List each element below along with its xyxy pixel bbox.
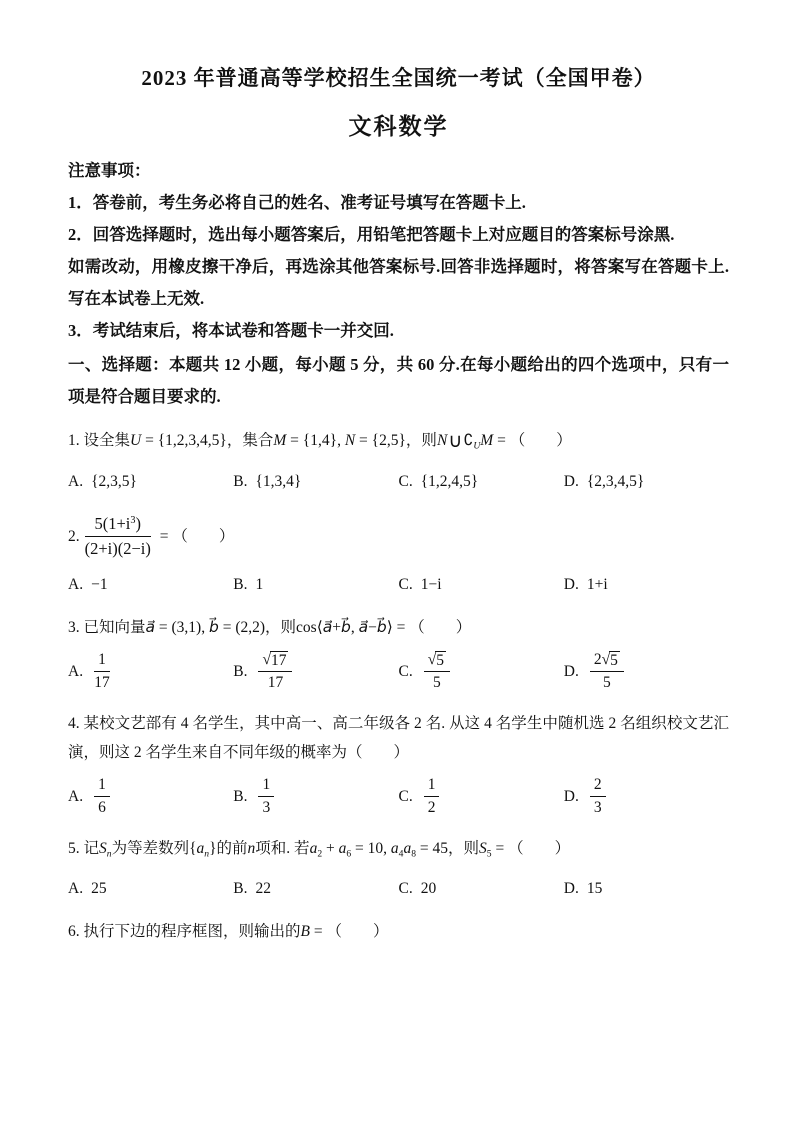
- math-run: 1: [262, 775, 271, 793]
- option-value: [421, 648, 453, 696]
- option-value: [91, 773, 113, 821]
- math-run: {1,2,4,5}: [420, 472, 479, 490]
- math-run: 1: [255, 576, 264, 594]
- question-stem-row: [68, 613, 729, 642]
- math-run: 3. 已知向量: [68, 618, 146, 636]
- radicand: [270, 651, 289, 670]
- math-run: 1. 设全集: [68, 432, 131, 449]
- option-c: [399, 570, 564, 600]
- math-run: ∁: [463, 432, 474, 449]
- options-row: [68, 773, 729, 821]
- math-run: ): [135, 514, 141, 534]
- math-run: 17: [94, 673, 110, 691]
- math-run: a: [338, 839, 347, 857]
- math-run: 5: [610, 651, 618, 669]
- math-run: 5. 记: [68, 839, 100, 857]
- math-run: 25: [91, 880, 107, 898]
- radical-sign: √: [262, 650, 271, 668]
- math-run: a: [309, 839, 318, 857]
- math-run: −1: [91, 576, 108, 594]
- math-run: 2: [593, 775, 602, 793]
- math-run: {1,3,4}: [255, 472, 302, 490]
- math-run: 6: [346, 847, 352, 859]
- option-value: [91, 570, 108, 599]
- fraction: [85, 513, 151, 560]
- fraction: [94, 650, 110, 694]
- option-label: D.: [563, 880, 579, 898]
- math-run: = 45: [416, 839, 448, 857]
- fraction-denominator: [85, 537, 151, 560]
- math-run: a⃗: [358, 618, 369, 636]
- radicand: [435, 651, 446, 670]
- math-run: （ ）: [326, 922, 389, 940]
- math-run: 3: [262, 798, 271, 816]
- math-run: 2: [427, 798, 436, 816]
- math-run: B: [300, 922, 310, 940]
- fraction: [590, 775, 606, 819]
- fraction-numerator: [94, 650, 110, 672]
- math-run: 3: [593, 798, 602, 816]
- fraction-denominator: [424, 672, 450, 694]
- math-run: =: [493, 432, 510, 449]
- math-run: 6: [98, 798, 106, 816]
- math-run: (2,2): [235, 618, 266, 636]
- option-c: [399, 466, 564, 496]
- math-run: 8: [411, 847, 416, 859]
- question-stem: [68, 429, 572, 453]
- math-run: 6. 执行下边的程序框图，则输出的: [68, 922, 301, 940]
- math-run: 5: [486, 847, 492, 859]
- fraction-denominator: [258, 797, 274, 819]
- math-run: ，则: [265, 618, 297, 636]
- math-run: M: [273, 432, 287, 449]
- option-value: [255, 874, 271, 903]
- math-run: 17: [267, 673, 284, 691]
- option-d: [564, 874, 729, 904]
- fraction: [424, 650, 450, 694]
- option-label: C.: [398, 576, 413, 594]
- option-label: A.: [68, 880, 84, 898]
- fraction-denominator: [94, 672, 110, 694]
- option-label: B.: [233, 880, 248, 898]
- option-value: [421, 570, 442, 599]
- math-run: 1: [98, 775, 106, 793]
- math-run: 22: [255, 880, 271, 898]
- math-run: ⟩: [386, 618, 393, 636]
- option-c: [399, 874, 564, 904]
- section-heading: 一、选择题：本题共 12 小题，每小题 5 分，共 60 分.在每小题给出的四个选项中，只有一项是符合题目要求的.: [68, 355, 729, 406]
- math-run: 的前: [216, 839, 248, 857]
- option-b: [233, 466, 398, 496]
- notice-heading: 注意事项：: [68, 161, 151, 180]
- fraction-numerator: [85, 513, 151, 536]
- math-run: 17: [270, 651, 287, 669]
- radicand: [609, 651, 620, 670]
- math-run: 1: [98, 650, 106, 668]
- math-run: ,: [201, 618, 209, 636]
- math-run: 1−i: [420, 576, 442, 594]
- math-run: =: [141, 432, 158, 449]
- math-run: {1,2,3,4,5}: [157, 432, 227, 449]
- option-label: A.: [68, 788, 84, 806]
- option-label: C.: [398, 880, 413, 898]
- option-value: [587, 874, 603, 903]
- option-value: [91, 467, 137, 496]
- fraction-numerator: [258, 775, 274, 797]
- math-run: 4. 某校文艺部有 4 名学生，其中高一、高二年级各 2 名. 从这 4 名学生中随机选 2 名组织校文艺汇演，则这 2 名学生来自不同年级的概率为（ ）: [68, 714, 729, 761]
- math-run: U: [473, 440, 481, 452]
- option-value: [587, 773, 609, 821]
- option-label: C.: [398, 472, 413, 490]
- math-run: 3: [130, 515, 136, 527]
- option-label: B.: [233, 576, 248, 594]
- math-run: +: [322, 839, 339, 857]
- option-c: [399, 648, 564, 696]
- option-label: D.: [563, 472, 579, 490]
- question-5: [68, 834, 729, 904]
- math-run: (2+i)(2−i): [84, 538, 151, 558]
- fraction: [590, 650, 624, 694]
- question-4: [68, 709, 729, 821]
- math-run: cos: [296, 618, 317, 636]
- option-label: D.: [563, 576, 579, 594]
- math-run: =: [392, 618, 410, 636]
- math-run: n: [247, 839, 256, 857]
- fraction-denominator: [590, 797, 606, 819]
- math-run: （ ）: [508, 839, 571, 857]
- fraction-denominator: [94, 797, 110, 819]
- math-run: {2,3,4,5}: [586, 472, 645, 490]
- option-d: [564, 648, 729, 696]
- option-label: A.: [68, 663, 84, 681]
- math-run: 5: [432, 673, 441, 691]
- square-root: [428, 651, 446, 670]
- question-1: [68, 426, 729, 496]
- options-row: [68, 648, 729, 696]
- option-label: A.: [68, 472, 84, 490]
- option-value: [421, 874, 437, 903]
- question-stem-row: [68, 509, 729, 564]
- option-value: [587, 648, 627, 696]
- math-run: a⃗: [145, 618, 156, 636]
- math-run: 4: [398, 847, 404, 859]
- math-run: b⃗: [208, 618, 219, 636]
- option-label: C.: [398, 663, 413, 681]
- option-label: C.: [398, 788, 413, 806]
- math-run: a: [390, 839, 399, 857]
- question-stem: [68, 509, 234, 564]
- math-run: =: [309, 922, 327, 940]
- option-value: [421, 773, 443, 821]
- fraction-numerator: [424, 775, 440, 797]
- option-value: [587, 570, 608, 599]
- question-stem: [68, 923, 389, 940]
- fraction: [258, 775, 274, 819]
- radical-sign: √: [427, 650, 437, 668]
- math-run: ⟨: [316, 618, 323, 636]
- notice-line-2: 2．回答选择题时，选出每小题答案后，用铅笔把答题卡上对应题目的答案标号涂黑.: [68, 225, 675, 244]
- math-run: = 10,: [351, 839, 391, 857]
- math-run: 2: [593, 650, 602, 668]
- math-run: −: [368, 618, 377, 636]
- math-run: 5(1+i: [94, 514, 131, 534]
- option-value: [255, 467, 301, 496]
- math-run: ,: [337, 432, 345, 449]
- math-run: ∪: [448, 429, 463, 453]
- option-value: [91, 648, 113, 696]
- notice-line-4: 3．考试结束后，将本试卷和答题卡一并交回.: [68, 321, 394, 340]
- math-run: =: [155, 528, 173, 546]
- option-value: [255, 570, 263, 599]
- notice-line-3: 如需改动，用橡皮擦干净后，再选涂其他答案标号.回答非选择题时，将答案写在答题卡上.写在本试卷上无效.: [68, 257, 729, 308]
- math-run: 20: [420, 880, 437, 898]
- question-3: [68, 613, 729, 696]
- option-b: [233, 773, 398, 821]
- radical-sign: √: [601, 650, 611, 668]
- option-label: B.: [233, 663, 248, 681]
- option-b: [233, 648, 398, 696]
- math-run: (3,1): [171, 618, 202, 636]
- option-value: [587, 467, 645, 496]
- options-row: [68, 466, 729, 496]
- fraction: [258, 650, 292, 694]
- option-b: [233, 874, 398, 904]
- notice-section: [68, 155, 729, 347]
- math-run: a: [403, 839, 412, 857]
- math-run: ,: [350, 618, 359, 636]
- square-root: [262, 651, 288, 670]
- question-stem-row: [68, 426, 729, 460]
- page-title: 2023 年普通高等学校招生全国统一考试（全国甲卷）: [141, 66, 656, 90]
- question-stem-row: [68, 709, 729, 767]
- math-run: }: [209, 839, 217, 857]
- page-subtitle: 文科数学: [348, 114, 449, 139]
- math-run: =: [491, 839, 509, 857]
- questions-list: [68, 426, 729, 946]
- math-run: ，则: [405, 432, 437, 449]
- question-stem: [68, 619, 471, 636]
- math-run: b⃗: [341, 618, 351, 636]
- math-run: {2,3,5}: [91, 472, 137, 490]
- math-run: {1,4}: [302, 432, 338, 449]
- square-root: [602, 651, 620, 670]
- question-stem-row: [68, 917, 729, 946]
- option-a: [68, 773, 233, 821]
- fraction: [94, 775, 110, 819]
- math-run: {: [189, 839, 197, 857]
- question-6: [68, 917, 729, 946]
- math-run: （ ）: [409, 618, 472, 636]
- math-run: 2: [317, 847, 323, 859]
- question-stem: [68, 840, 570, 857]
- math-run: =: [155, 618, 172, 636]
- option-a: [68, 874, 233, 904]
- math-run: （ ）: [509, 432, 572, 449]
- option-label: B.: [233, 472, 248, 490]
- math-run: ，集合: [226, 432, 274, 449]
- question-stem-row: [68, 834, 729, 868]
- math-run: 15: [586, 880, 603, 898]
- math-run: 1+i: [586, 576, 608, 594]
- math-run: （ ）: [172, 528, 235, 546]
- math-run: +: [332, 618, 342, 636]
- option-c: [399, 773, 564, 821]
- math-run: a⃗: [322, 618, 333, 636]
- math-run: 为等差数列: [111, 839, 190, 857]
- fraction-numerator: [258, 650, 292, 672]
- fraction: [424, 775, 440, 819]
- fraction-denominator: [424, 797, 440, 819]
- math-run: 5: [436, 651, 444, 669]
- option-d: [564, 570, 729, 600]
- math-run: =: [218, 618, 236, 636]
- math-run: n: [204, 847, 210, 859]
- math-run: 5: [602, 673, 611, 691]
- math-run: n: [106, 847, 112, 859]
- option-a: [68, 570, 233, 600]
- option-a: [68, 648, 233, 696]
- fraction-denominator: [258, 672, 292, 694]
- question-stem: [68, 715, 729, 761]
- math-run: N: [436, 432, 448, 449]
- fraction-numerator: [590, 650, 624, 672]
- option-label: A.: [68, 576, 84, 594]
- math-run: U: [130, 432, 142, 449]
- option-label: D.: [563, 663, 579, 681]
- option-value: [421, 467, 479, 496]
- fraction-denominator: [590, 672, 624, 694]
- math-run: S: [479, 839, 487, 857]
- options-row: [68, 874, 729, 904]
- option-value: [255, 773, 277, 821]
- math-run: a: [196, 839, 205, 857]
- option-d: [564, 773, 729, 821]
- math-run: b⃗: [376, 618, 387, 636]
- math-run: =: [355, 432, 372, 449]
- fraction-numerator: [424, 650, 450, 672]
- math-run: N: [344, 432, 356, 449]
- math-run: 项和. 若: [255, 839, 310, 857]
- option-value: [255, 648, 295, 696]
- option-label: B.: [233, 788, 248, 806]
- option-a: [68, 466, 233, 496]
- math-run: ，则: [448, 839, 480, 857]
- math-run: S: [99, 839, 107, 857]
- question-2: [68, 509, 729, 600]
- math-run: M: [480, 432, 494, 449]
- notice-line-1: 1．答卷前，考生务必将自己的姓名、准考证号填写在答题卡上.: [68, 193, 526, 212]
- fraction-numerator: [590, 775, 606, 797]
- math-run: {2,5}: [371, 432, 406, 449]
- options-row: [68, 570, 729, 600]
- fraction-numerator: [94, 775, 110, 797]
- math-run: 2.: [68, 528, 80, 546]
- option-value: [91, 874, 107, 903]
- option-d: [564, 466, 729, 496]
- math-run: 1: [427, 775, 436, 793]
- option-label: D.: [563, 788, 579, 806]
- option-b: [233, 570, 398, 600]
- math-run: =: [286, 432, 303, 449]
